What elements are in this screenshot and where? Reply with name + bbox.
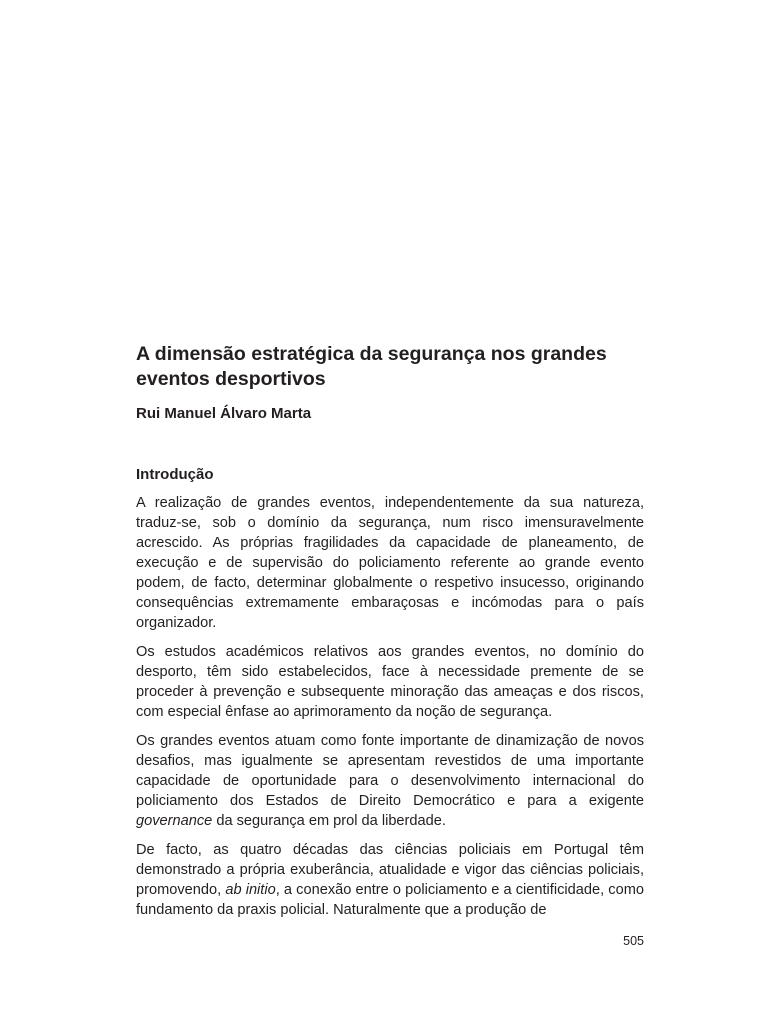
page-number: 505: [623, 934, 644, 948]
paragraph-3-text-before: Os grandes eventos atuam como fonte importante de dinamização de novos desafios, mas igualmente se apresentam revestidos de uma importante capacidade de oportunidade para o desenvolvimento internacional do policiamento dos Estados de Direito Democrático e para a exigente: [136, 733, 644, 809]
chapter-title: A dimensão estratégica da segurança nos grandes eventos desportivos: [136, 343, 607, 390]
paragraph-3-text-after: da segurança em prol da liberdade.: [212, 813, 446, 829]
paragraph-4: [136, 840, 644, 920]
paragraph-4-italic-term: ab initio: [225, 882, 276, 898]
chapter-content: [136, 342, 644, 929]
paragraph-3: [136, 731, 644, 831]
section-heading-introduction: Introdução: [136, 466, 214, 483]
paragraph-3-italic-term: governance: [136, 813, 213, 829]
paragraph-4-text-after: , a conexão entre o policiamento e a cientificidade, como fundamento da praxis policial. Naturalmente que a produção de: [136, 882, 644, 918]
paragraph-1: A realização de grandes eventos, independentemente da sua natureza, traduz-se, sob o domínio da segurança, num risco imensuravelmente acrescido. As próprias fragilidades da capacidade de planeamento, de execução e de supervisão do policiamento referente ao grande evento podem, de facto, determinar globalmente o respetivo insucesso, originando consequências extremamente embaraçosas e incómodas para o país organizador.: [136, 495, 644, 631]
author-name: Rui Manuel Álvaro Marta: [136, 405, 312, 422]
paragraph-4-text-before: De facto, as quatro décadas das ciências policiais em Portugal têm demonstrado a própria exuberância, atualidade e vigor das ciências policiais, promovendo,: [136, 842, 644, 898]
paragraph-2: Os estudos académicos relativos aos grandes eventos, no domínio do desporto, têm sido estabelecidos, face à necessidade premente de se proceder à prevenção e subsequente minoração das ameaças e dos riscos, com especial ênfase ao aprimoramento da noção de segurança.: [136, 644, 644, 720]
